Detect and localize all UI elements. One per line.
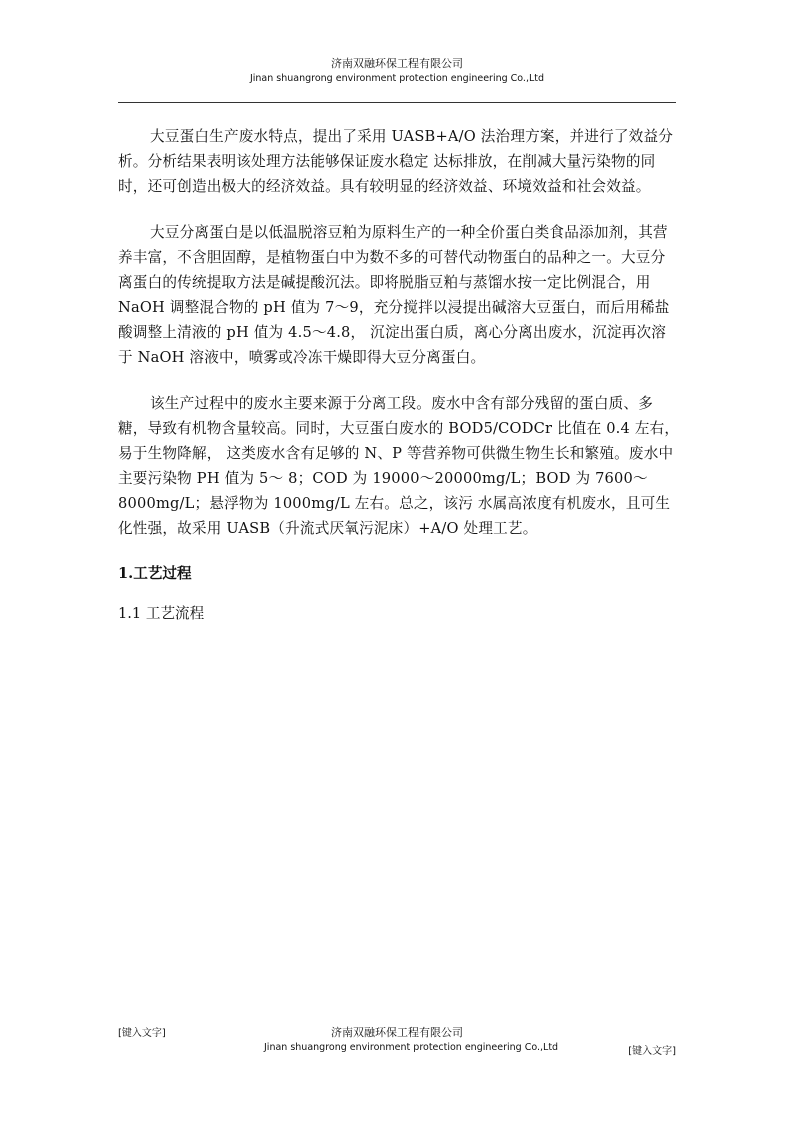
footer-placeholder-left[interactable]: [键入文字] — [118, 1028, 166, 1039]
page-header — [118, 56, 676, 86]
section-heading: 1.工艺过程 — [118, 565, 192, 582]
footer-placeholder-right[interactable]: [键入文字] — [628, 1046, 676, 1057]
document-body — [118, 124, 680, 626]
paragraph-wastewater: 该生产过程中的废水主要来源于分离工段。废水中含有部分残留的蛋白质、多糖，导致有机物含量较高。同时，大豆蛋白废水的 BOD5/CODCr 比值在 0.4 左右，易于生物降解， 这类废水含有足够的 N、P 等营养物可供微生物生长和繁殖。废水中主要污染物 PH 值为 5～ 8；COD 为 19000～20000mg/L；BOD 为 7600～ 8000mg/L；悬浮物为 1000mg/L 左右。总之，该污 水属高浓度有机废水，且可生化性强，故采用 UASB（升流式厌氧污泥床）+A/O 处理工艺。 — [118, 395, 680, 537]
subsection-heading: 1.1 工艺流程 — [118, 605, 205, 622]
footer-company-cn: 济南双融环保工程有限公司 — [331, 1026, 463, 1039]
page-footer — [118, 1024, 676, 1064]
footer-company-en: Jinan shuangrong environment protection engineering Co.,Ltd — [264, 1042, 559, 1053]
paragraph-intro: 大豆蛋白生产废水特点，提出了采用 UASB+A/O 法治理方案，并进行了效益分析。分析结果表明该处理方法能够保证废水稳定 达标排放，在削减大量污染物的同时，还可创造出极大的经济效益。具有较明显的经济效益、环境效益和社会效益。 — [118, 128, 674, 195]
header-company-en: Jinan shuangrong environment protection engineering Co.,Ltd — [249, 73, 545, 84]
header-divider — [118, 102, 676, 103]
header-company-cn: 济南双融环保工程有限公司 — [331, 57, 463, 70]
paragraph-soy-protein: 大豆分离蛋白是以低温脱溶豆粕为原料生产的一种全价蛋白类食品添加剂，其营养丰富，不含胆固醇，是植物蛋白中为数不多的可替代动物蛋白的品种之一。大豆分离蛋白的传统提取方法是碱提酸沉法。即将脱脂豆粕与蒸馏水按一定比例混合，用 NaOH 调整混合物的 pH 值为 7～9，充分搅拌以浸提出碱溶大豆蛋白，而后用稀盐酸调整上清液的 pH 值为 4.5～4.8， 沉淀出蛋白质，离心分离出废水，沉淀再次溶于 NaOH 溶液中，喷雾或冷冻干燥即得大豆分离蛋白。 — [118, 224, 670, 366]
